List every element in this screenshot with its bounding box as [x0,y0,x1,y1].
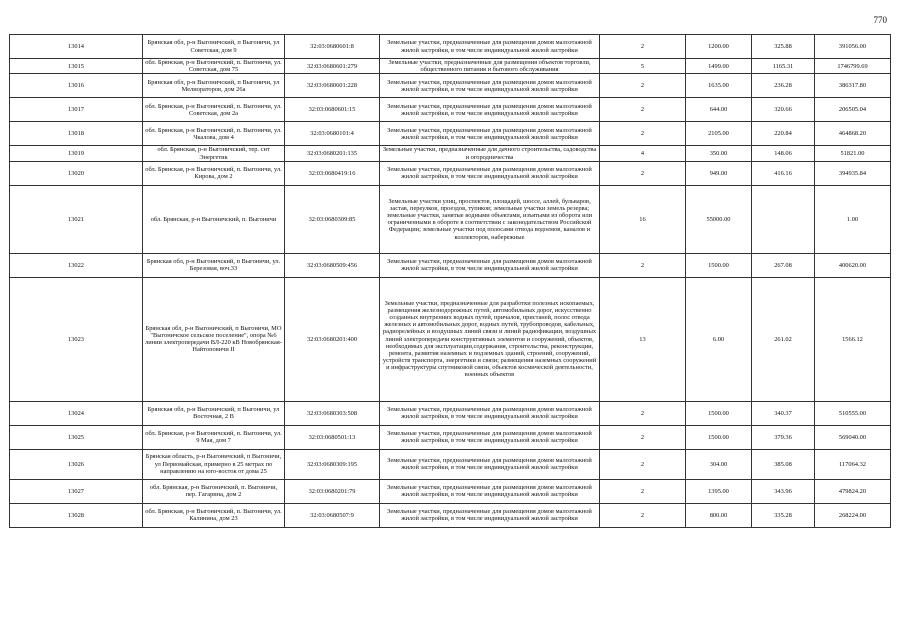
table-row [10,449,891,479]
table-row [10,122,891,146]
land-purpose-cell: Земельные участки, предназначенные для разработки полезных ископаемых, размещения железнодорожных путей, автомобильных дорог, искусственно созданных внутренних водных путей, причалов, пристаней, полос отвода железных и автомобильных дорог, водных путей, трубопроводов, кабельных, радиорелейных и воздушных линий связи и линий радиофикации, воздушных линий электропередачи конструктивных элементов и сооружений, объектов, необходимых для эксплуатации,содержания, строительства, реконструкции, ремонта, развития наземных и подземных зданий, строений, сооружений, устройств транспорта, энергетики и связи; размещения наземных сооружений и инфраструктуры спутниковой связи, объектов космической деятельности, военных объектов [380,277,600,401]
address-cell: обл. Брянская, р-н Выгоничский, п. Выгоничи, ул. Кирова, дом 2 [143,161,285,185]
group-number-cell: 2 [600,401,686,425]
table-row [10,401,891,425]
area-cell: 304.00 [686,449,752,479]
address-cell: Брянская обл, р-н Выгоничский, п Выгоничи, ул Мелиораторов, дом 26а [143,74,285,98]
land-purpose-cell: Земельные участки, предназначенные для размещения домов малоэтажной жилой застройки, в том числе индивидуальной жилой застройки [380,98,600,122]
group-number-cell: 2 [600,425,686,449]
address-cell: обл. Брянская, р-н Выгоничский, п. Выгоничи, ул. Советская, дом 2а [143,98,285,122]
table-row [10,146,891,161]
specific-value-cell: 220.84 [752,122,815,146]
group-number-cell: 4 [600,146,686,161]
cadastral-number-cell: 32:03:0680601:279 [285,59,380,74]
group-number-cell: 2 [600,35,686,59]
specific-value-cell [752,185,815,253]
row-id: 13025 [10,425,143,449]
specific-value-cell: 325.88 [752,35,815,59]
group-number-cell: 2 [600,74,686,98]
cadastral-number-cell: 32:03:0680601:8 [285,35,380,59]
group-number-cell: 2 [600,98,686,122]
table-row [10,253,891,277]
address-cell: Брянская обл, р-н Выгоничский, п Выгоничи, ул Восточная, 2 В [143,401,285,425]
row-id: 13028 [10,503,143,527]
address-cell: обл. Брянская, р-н Выгоничский, тер. снт Энергетик [143,146,285,161]
specific-value-cell: 261.02 [752,277,815,401]
specific-value-cell: 148.06 [752,146,815,161]
address-cell: обл. Брянская, р-н Выгоничский, п. Выгоничи, ул. Чкалова, дом 4 [143,122,285,146]
group-number-cell: 2 [600,449,686,479]
address-cell: Брянская обл, р-н Выгоничский, п Выгоничи, МО "Выгоничское сельское поселение", опора №6 линии электропередачи ВЛ-220 кВ Новобрянская-Найтоповичи II [143,277,285,401]
table-row [10,425,891,449]
row-id: 13026 [10,449,143,479]
land-purpose-cell: Земельные участки, предназначенные для размещения домов малоэтажной жилой застройки, в том числе индивидуальной жилой застройки [380,161,600,185]
specific-value-cell: 267.08 [752,253,815,277]
cadastral-number-cell: 32:03:0680507:9 [285,503,380,527]
area-cell: 350.00 [686,146,752,161]
cadastral-value-cell: 479824.20 [815,479,891,503]
table-row [10,161,891,185]
area-cell: 1635.00 [686,74,752,98]
cadastral-number-cell: 32:03:0680309:85 [285,185,380,253]
cadastral-number-cell: 32:03:0680201:135 [285,146,380,161]
cadastral-value-cell: 394935.84 [815,161,891,185]
address-cell: Брянская обл, р-н Выгоничский, п Выгоничи, ул. Березовая, воч.33 [143,253,285,277]
land-purpose-cell: Земельные участки, предназначенные для размещения домов малоэтажной жилой застройки, в том числе индивидуальной жилой застройки [380,122,600,146]
area-cell: 1499.00 [686,59,752,74]
cadastral-number-cell: 32:03:0680303:508 [285,401,380,425]
cadastral-value-cell: 117064.32 [815,449,891,479]
page-number: 770 [873,15,887,25]
land-purpose-cell: Земельные участки, предназначенные для размещения домов малоэтажной жилой застройки, в том числе индивидуальной жилой застройки [380,479,600,503]
cadastral-number-cell: 32:03:0680601:15 [285,98,380,122]
row-id: 13019 [10,146,143,161]
specific-value-cell: 343.96 [752,479,815,503]
cadastral-number-cell: 32:03:0680509:456 [285,253,380,277]
area-cell: 644.00 [686,98,752,122]
specific-value-cell: 236.28 [752,74,815,98]
area-cell: 1395.00 [686,479,752,503]
group-number-cell: 2 [600,122,686,146]
cadastral-number-cell: 32:03:0680419:16 [285,161,380,185]
row-id: 13017 [10,98,143,122]
land-purpose-cell: Земельные участки, предназначенные для размещения домов малоэтажной жилой застройки, в том числе индивидуальной жилой застройки [380,401,600,425]
cadastral-value-cell: 1566.12 [815,277,891,401]
cadastral-value-cell: 464868.20 [815,122,891,146]
cadastral-value-cell: 391056.00 [815,35,891,59]
table-row [10,59,891,74]
specific-value-cell: 340.37 [752,401,815,425]
area-cell: 1500.00 [686,253,752,277]
land-purpose-cell: Земельные участки, предназначенные для размещения домов малоэтажной жилой застройки, в том числе индивидуальной жилой застройки [380,449,600,479]
row-id: 13022 [10,253,143,277]
land-purpose-cell: Земельные участки улиц, проспектов, площадей, шоссе, аллей, бульваров, застав, переулков, проездов, тупиков; земельные участки земель резерва; земельные участки, занятые водными объектами, изъятыми из оборота или ограниченными в обороте в соответствии с законодательством Российской Федерации; земельные участки под полосами отвода водоемов, каналов и коллекторов, набережные [380,185,600,253]
table-row [10,98,891,122]
area-cell: 55000.00 [686,185,752,253]
address-cell: Брянская область, р-н Выгоничский, п Выгоничи, ул Первомайская, примерно в 25 метрах по направлению на юго-восток от дома 25 [143,449,285,479]
cadastral-value-cell: 569040.00 [815,425,891,449]
cadastral-value-cell: 1.00 [815,185,891,253]
cadastral-value-table [9,34,891,528]
specific-value-cell: 379.36 [752,425,815,449]
group-number-cell: 13 [600,277,686,401]
cadastral-number-cell: 32:03:0680201:79 [285,479,380,503]
group-number-cell: 2 [600,161,686,185]
cadastral-value-cell: 400620.00 [815,253,891,277]
land-purpose-cell: Земельные участки, предназначенные для размещения домов малоэтажной жилой застройки, в том числе индивидуальной жилой застройки [380,74,600,98]
cadastral-number-cell: 32:03:0680309:195 [285,449,380,479]
cadastral-value-cell: 268224.00 [815,503,891,527]
row-id: 13021 [10,185,143,253]
land-purpose-cell: Земельные участки, предназначенные для дачного строительства, садоводства и огородничества [380,146,600,161]
cadastral-value-cell: 51821.00 [815,146,891,161]
table-row [10,185,891,253]
table-row [10,74,891,98]
cadastral-number-cell: 32:03:0680101:4 [285,122,380,146]
land-purpose-cell: Земельные участки, предназначенные для размещения домов малоэтажной жилой застройки, в том числе индивидуальной жилой застройки [380,425,600,449]
row-id: 13027 [10,479,143,503]
area-cell: 1500.00 [686,425,752,449]
land-purpose-cell: Земельные участки, предназначенные для размещения объектов торговли, общественного питания и бытового обслуживания [380,59,600,74]
row-id: 13024 [10,401,143,425]
row-id: 13014 [10,35,143,59]
cadastral-number-cell: 32:03:0680601:228 [285,74,380,98]
cadastral-number-cell: 32:03:0680501:13 [285,425,380,449]
group-number-cell: 5 [600,59,686,74]
table-row [10,277,891,401]
table-row [10,503,891,527]
area-cell: 2105.00 [686,122,752,146]
cadastral-value-cell: 510555.00 [815,401,891,425]
land-purpose-cell: Земельные участки, предназначенные для размещения домов малоэтажной жилой застройки, в том числе индивидуальной жилой застройки [380,35,600,59]
group-number-cell: 2 [600,253,686,277]
group-number-cell: 16 [600,185,686,253]
table-row [10,479,891,503]
address-cell: обл. Брянская, р-н Выгоничский, п. Выгоничи, ул. Калинина, дом 23 [143,503,285,527]
address-cell: Брянская обл, р-н Выгоничский, п Выгоничи, ул Советская, дом 9 [143,35,285,59]
address-cell: обл. Брянская, р-н Выгоничский, п. Выгоничи [143,185,285,253]
area-cell: 949.00 [686,161,752,185]
address-cell: обл. Брянская, р-н Выгоничский, п. Выгоничи, ул. 9 Мая, дом 7 [143,425,285,449]
row-id: 13015 [10,59,143,74]
specific-value-cell: 416.16 [752,161,815,185]
area-cell: 800.00 [686,503,752,527]
land-purpose-cell: Земельные участки, предназначенные для размещения домов малоэтажной жилой застройки, в том числе индивидуальной жилой застройки [380,253,600,277]
row-id: 13016 [10,74,143,98]
area-cell: 1500.00 [686,401,752,425]
area-cell: 1200.00 [686,35,752,59]
area-cell: 6.00 [686,277,752,401]
table-row [10,35,891,59]
cadastral-number-cell: 32:03:0680201:400 [285,277,380,401]
cadastral-value-cell: 1746799.69 [815,59,891,74]
specific-value-cell: 320.66 [752,98,815,122]
cadastral-value-cell: 206505.04 [815,98,891,122]
row-id: 13020 [10,161,143,185]
land-purpose-cell: Земельные участки, предназначенные для размещения домов малоэтажной жилой застройки, в том числе индивидуальной жилой застройки [380,503,600,527]
row-id: 13023 [10,277,143,401]
specific-value-cell: 1165.31 [752,59,815,74]
group-number-cell: 2 [600,503,686,527]
address-cell: обл. Брянская, р-н Выгоничский, п. Выгоничи, пер. Гагарина, дом 2 [143,479,285,503]
cadastral-value-cell: 386317.80 [815,74,891,98]
specific-value-cell: 335.28 [752,503,815,527]
address-cell: обл. Брянская, р-н Выгоничский, п. Выгоничи, ул. Советская, дом 75 [143,59,285,74]
row-id: 13018 [10,122,143,146]
specific-value-cell: 385.08 [752,449,815,479]
group-number-cell: 2 [600,479,686,503]
